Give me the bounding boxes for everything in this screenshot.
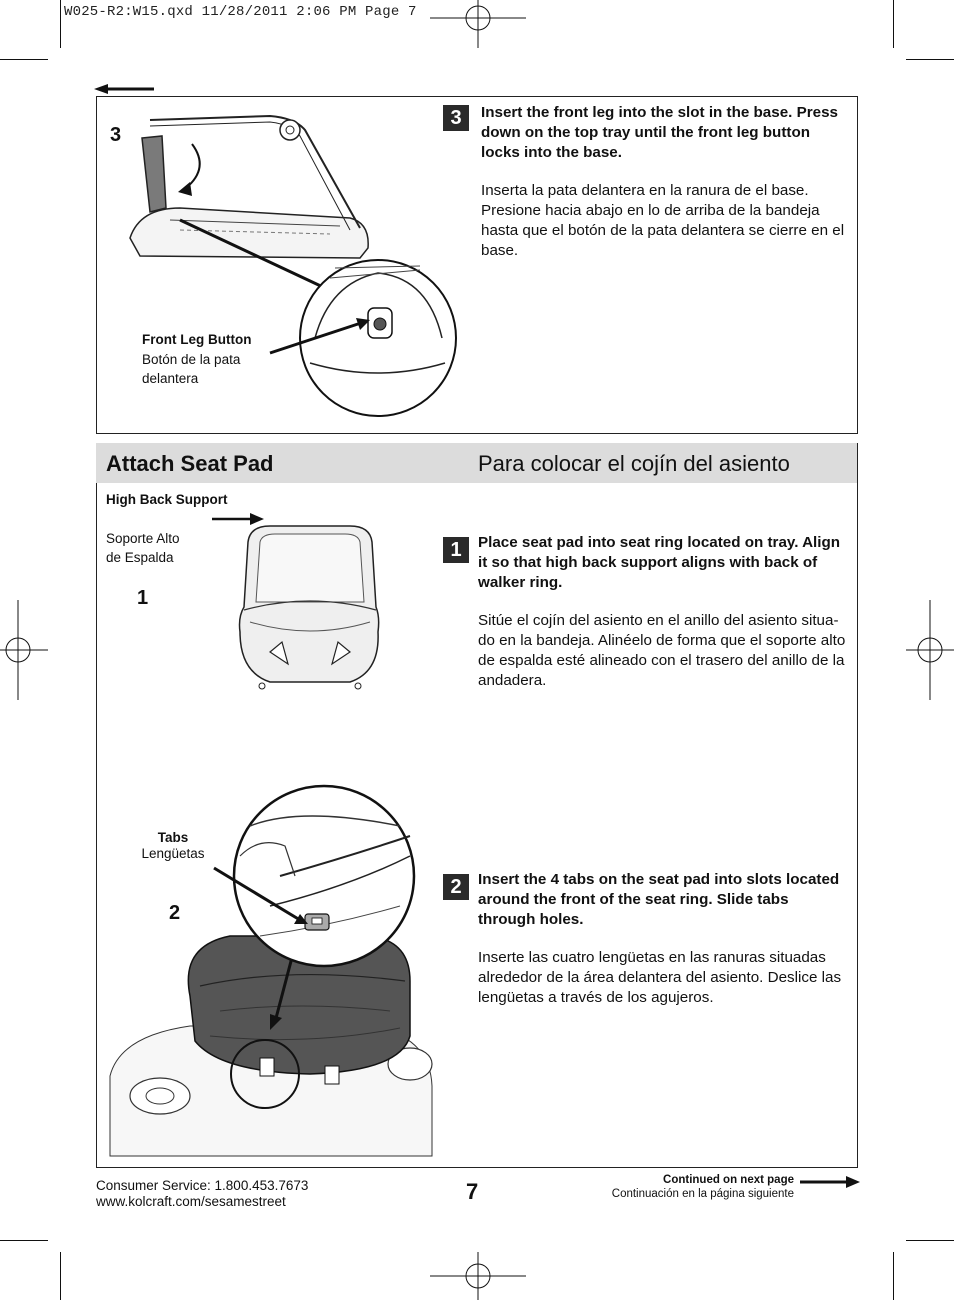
callout-label-en: Front Leg Button [142, 332, 252, 347]
step1-figure-number: 1 [137, 587, 149, 609]
step1-instructions [478, 533, 846, 691]
back-arrow-icon [94, 82, 156, 96]
registration-mark-top [430, 0, 526, 48]
consumer-service-info [96, 1178, 308, 1210]
step3-instructions [481, 103, 846, 261]
continued-en: Continued on next page [663, 1174, 794, 1186]
next-page-arrow-icon [800, 1175, 860, 1189]
step3-text-en: Insert the front leg into the slot in the base. Press down on the top tray until the front leg button locks into the base. [481, 104, 838, 161]
step2-figure-number: 2 [169, 902, 181, 924]
step3-text-es: Inserta la pata delantera en la ranura de el base. Presione hacia abajo en lo de arriba de la bandeja hasta que el botón de la pata delantera se cierre en el base. [481, 182, 845, 259]
callout-label-es-2: delantera [142, 371, 199, 386]
high-back-support-label: High Back Support [106, 492, 228, 507]
callout-label-es-1: Botón de la pata [142, 352, 241, 367]
section-header [96, 443, 857, 483]
section-title-es: Para colocar el cojín del asiento [478, 451, 790, 476]
registration-mark-bottom [430, 1252, 526, 1300]
step3-badge: 3 [443, 105, 469, 131]
seat-pad-illustration [230, 522, 390, 697]
page-number: 7 [466, 1179, 479, 1204]
tabs-label-en: Tabs [157, 830, 189, 845]
high-back-es-line1: Soporte Alto [106, 531, 180, 546]
continued-es: Continuación en la página siguiente [611, 1188, 794, 1200]
step1-text-es: Sitúe el cojín del asiento en el anillo del asiento situa-do en la bandeja. Alinéelo de forma que el soporte alto de espalda esté alineado con el trasero del anillo de la andadera. [478, 612, 846, 689]
step2-text-en: Insert the 4 tabs on the seat pad into slots located around the front of the seat ring. Slide tabs through holes. [478, 871, 840, 928]
step2-instructions [478, 870, 846, 1008]
consumer-service-phone: Consumer Service: 1.800.453.7673 [96, 1178, 309, 1193]
front-leg-button-callout [142, 330, 251, 388]
tabs-label-es: Lengüetas [141, 846, 205, 861]
registration-mark-left [0, 600, 48, 700]
printer-slug: W025-R2:W15.qxd 11/28/2011 2:06 PM Page 7 [64, 4, 417, 20]
seat-ring-tabs-illustration [110, 796, 435, 1156]
step3-figure-number: 3 [110, 124, 122, 146]
registration-mark-right [906, 600, 954, 700]
high-back-support-label-es [106, 529, 180, 567]
step2-text-es: Inserte las cuatro lengüetas en las ranuras situadas alrededor de la área delantera del asiento. Deslice las lengüetas a través de los agujeros. [478, 949, 842, 1006]
section-title-en: Attach Seat Pad [106, 451, 274, 476]
step1-text-en: Place seat pad into seat ring located on tray. Align it so that high back support aligns with back of walker ring. [478, 534, 841, 591]
step1-badge: 1 [443, 537, 469, 563]
high-back-es-line2: de Espalda [106, 550, 174, 565]
continued-note [612, 1173, 794, 1201]
step2-badge: 2 [443, 874, 469, 900]
website-url: www.kolcraft.com/sesamestreet [96, 1194, 286, 1209]
